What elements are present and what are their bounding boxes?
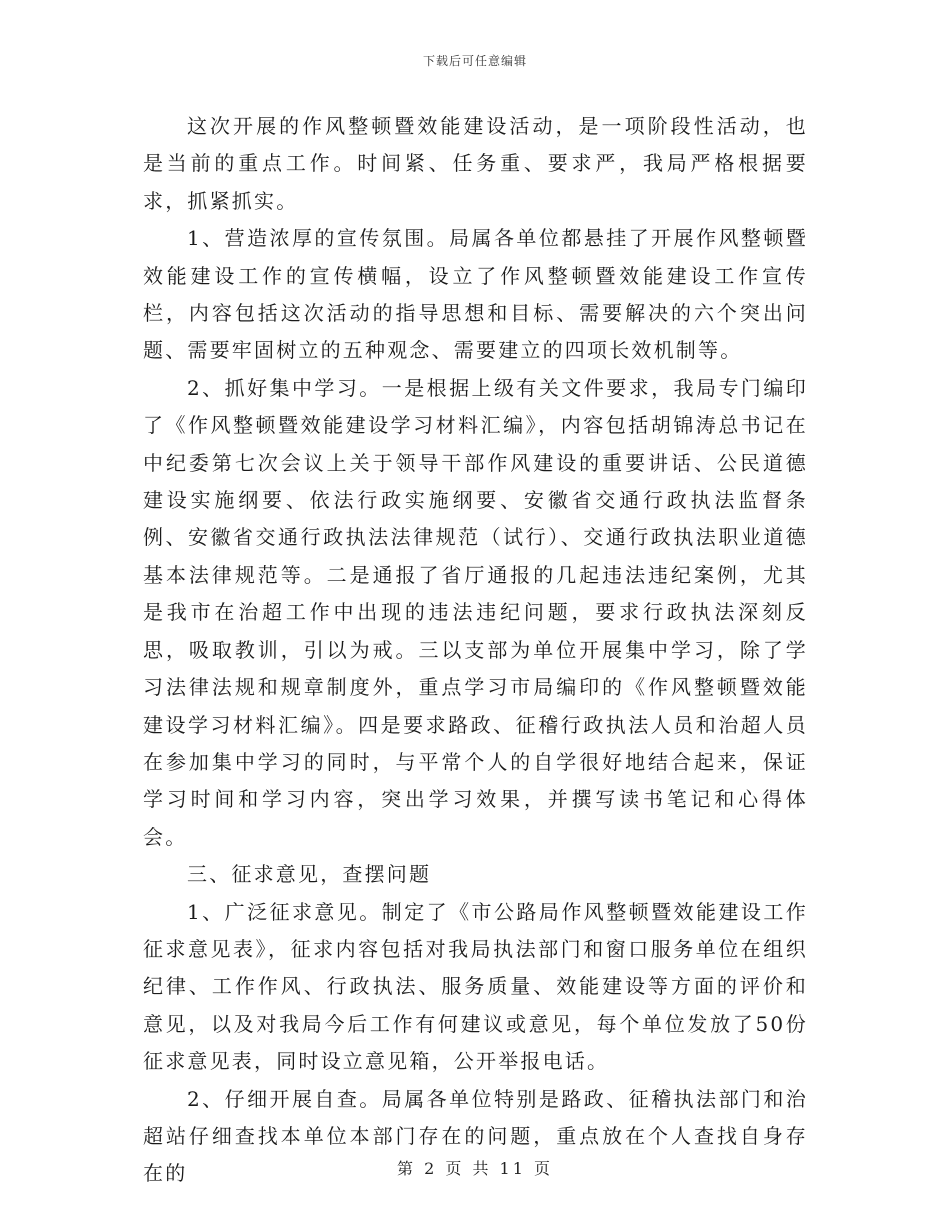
section-heading-3: 三、征求意见，查摆问题 — [187, 862, 432, 887]
paragraph-self-check: 2、仔细开展自查。局属各单位特别是路政、征稽执法部门和治超站仔细查找本单位本部门存在的问题，重点放在个人查找自身存在的 — [143, 1086, 808, 1186]
paragraph-intro: 这次开展的作风整顿暨效能建设活动，是一项阶段性活动，也是当前的重点工作。时间紧、任务重、要求严，我局严格根据要求，抓紧抓实。 — [143, 114, 808, 213]
page-header-note: 下载后可任意编辑 — [422, 54, 527, 68]
paragraph-study: 2、抓好集中学习。一是根据上级有关文件要求，我局专门编印了《作风整顿暨效能建设学习材料汇编》，内容包括胡锦涛总书记在中纪委第七次会议上关于领导干部作风建设的重要讲话、公民道德建设实施纲要、依法行政实施纲要、安徽省交通行政执法监督条例、安徽省交通行政执法法律规范（试行）、交通行政执法职业道德基本法律规范等。二是通报了省厅通报的几起违法违纪案例，尤其是我市在治超工作中出现的违法违纪问题，要求行政执法深刻反思，吸取教训，引以为戒。三以支部为单位开展集中学习，除了学习法律法规和规章制度外，重点学习市局编印的《作风整顿暨效能建设学习材料汇编》。四是要求路政、征稽行政执法人员和治超人员在参加集中学习的同时，与平常个人的自学很好地结合起来，保证学习时间和学习内容，突出学习效果，并撰写读书笔记和心得体会。 — [143, 375, 808, 849]
page-number: 第 2 页 共 11 页 — [397, 1159, 553, 1178]
paragraph-opinions: 1、广泛征求意见。制定了《市公路局作风整顿暨效能建设工作征求意见表》，征求内容包括对我局执法部门和窗口服务单位在组织纪律、工作作风、行政执法、服务质量、效能建设等方面的评价和意见，以及对我局今后工作有何建议或意见，每个单位发放了50份征求意见表，同时设立意见箱，公开举报电话。 — [143, 899, 808, 1074]
paragraph-publicity: 1、营造浓厚的宣传氛围。局属各单位都悬挂了开展作风整顿暨效能建设工作的宣传横幅，设立了作风整顿暨效能建设工作宣传栏，内容包括这次活动的指导思想和目标、需要解决的六个突出问题、需要牢固树立的五种观念、需要建立的四项长效机制等。 — [143, 226, 808, 363]
document-body — [143, 108, 808, 1193]
